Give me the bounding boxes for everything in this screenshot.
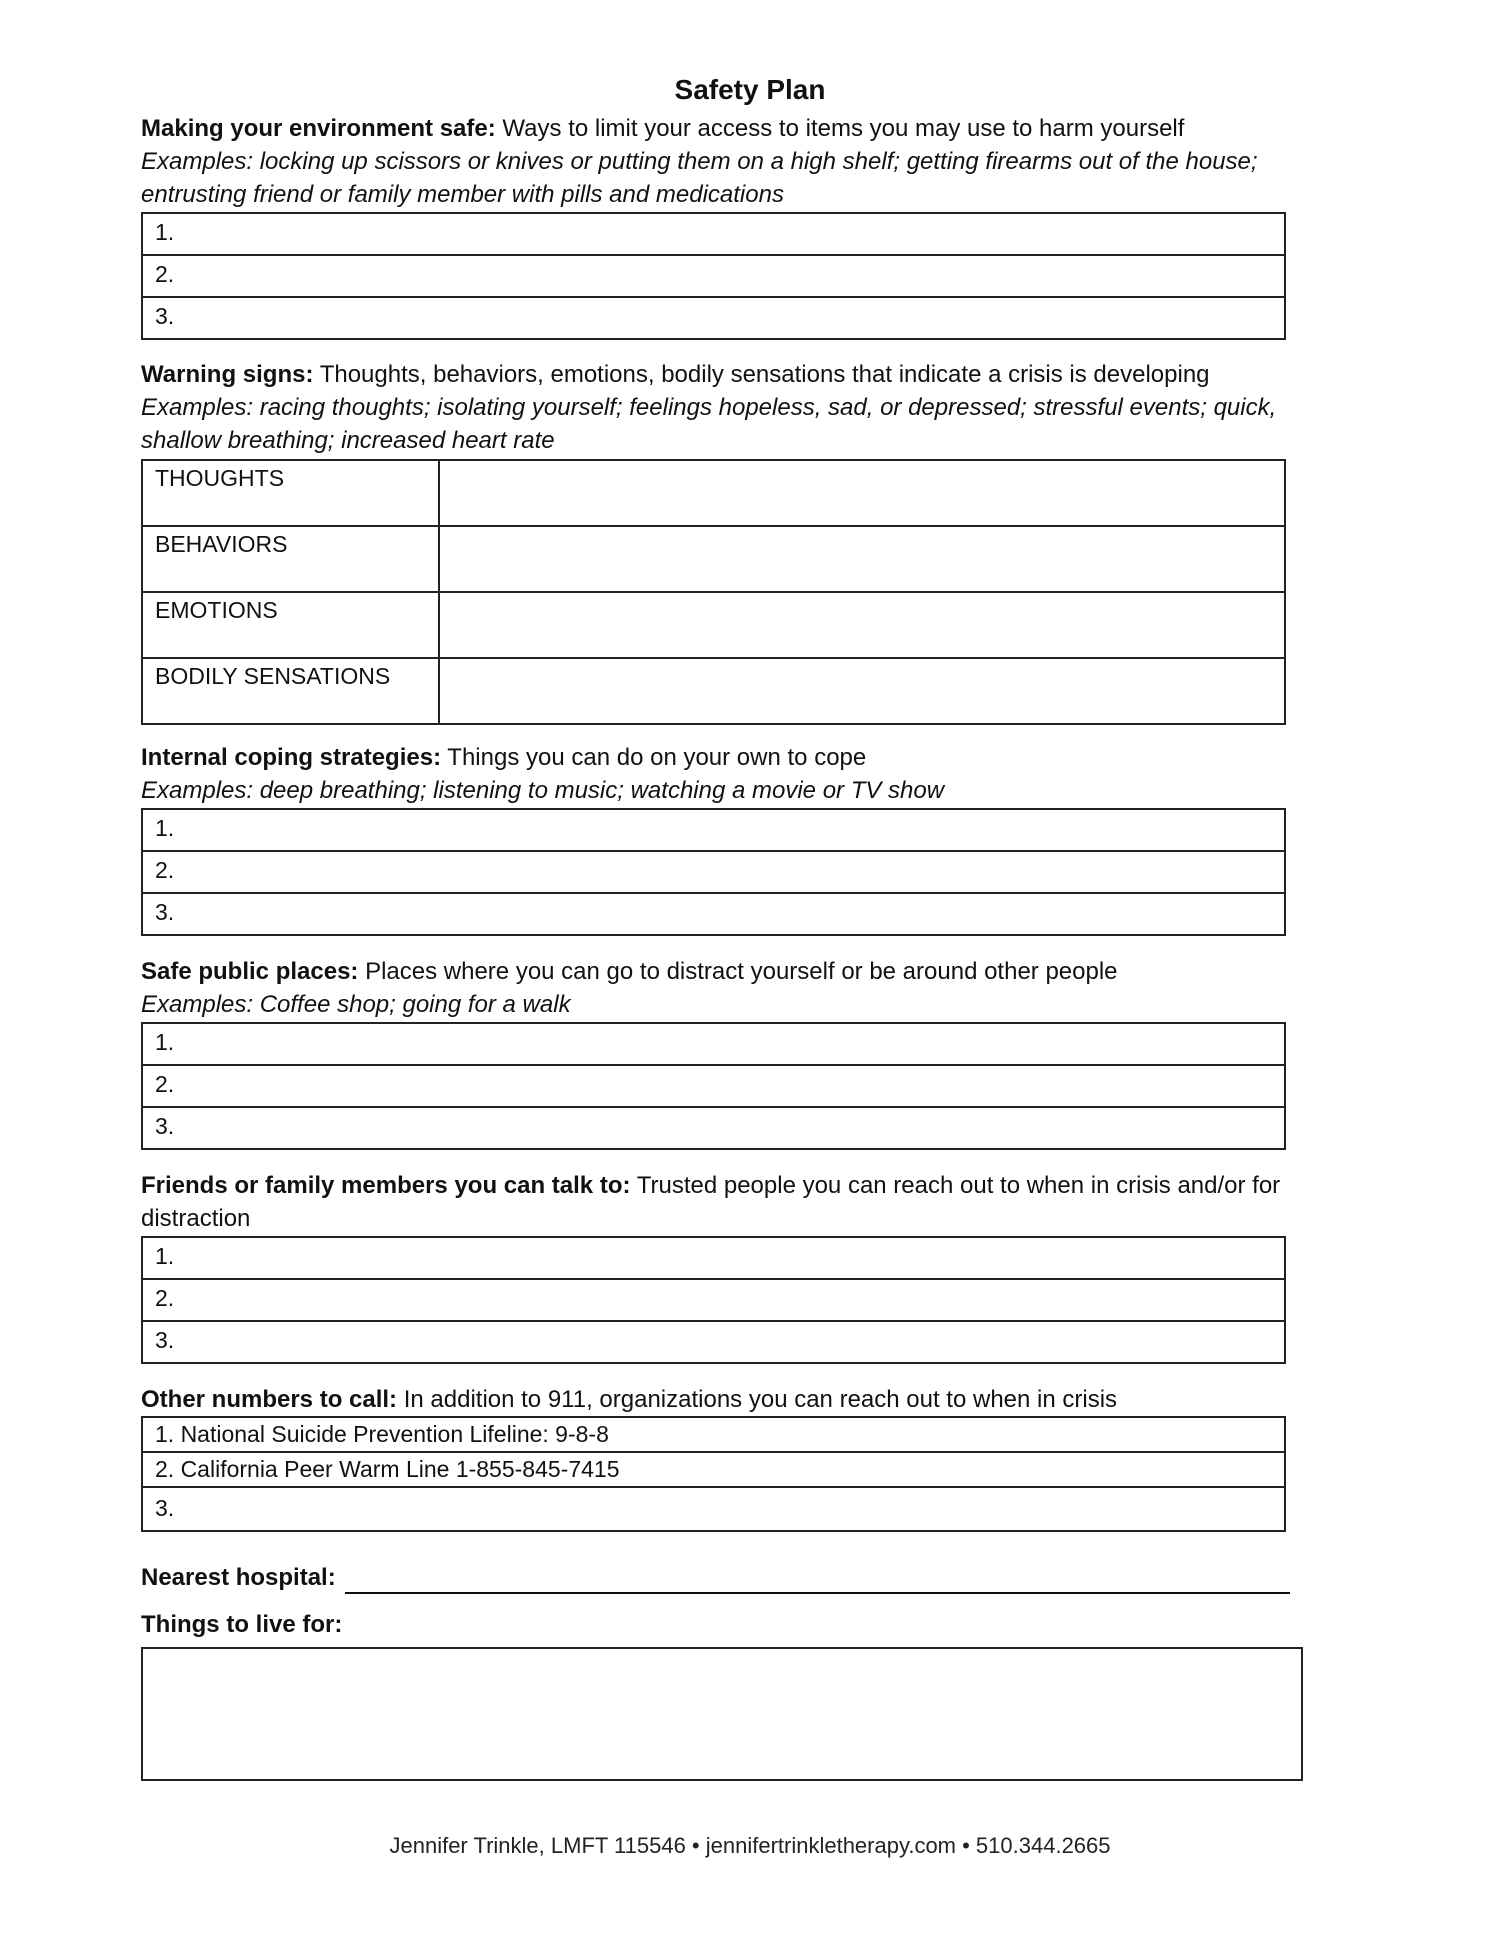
coping-row-2[interactable]: 2. [142,851,1285,893]
warning-heading: Warning signs: [141,361,314,388]
warning-label-behaviors: BEHAVIORS [142,526,439,592]
places-heading: Safe public places: [141,958,359,985]
numbers-row-3[interactable]: 3. [142,1487,1285,1531]
warning-label-emotions: EMOTIONS [142,592,439,658]
friends-description: Trusted people you can reach out to when in crisis and/or for distraction [141,1172,1281,1232]
warning-description: Thoughts, behaviors, emotions, bodily sensations that indicate a crisis is developing [313,361,1210,388]
places-row-2[interactable]: 2. [142,1065,1285,1107]
coping-description: Things you can do on your own to cope [441,744,867,771]
environment-row-1[interactable]: 1. [142,213,1285,255]
warning-signs-table [141,459,1286,725]
coping-table [141,808,1286,936]
environment-examples: Examples: locking up scissors or knives or putting them on a high shelf; getting firearms out of the house; entrusting friend or family member with pills and medications [141,148,1258,208]
coping-section-intro [141,741,1331,807]
places-row-3[interactable]: 3. [142,1107,1285,1149]
numbers-section-intro [141,1383,1331,1416]
environment-row-2[interactable]: 2. [142,255,1285,297]
nearest-hospital-field[interactable] [345,1592,1290,1594]
places-row-1[interactable]: 1. [142,1023,1285,1065]
numbers-description: In addition to 911, organizations you can reach out to when in crisis [397,1386,1118,1413]
numbers-row-1[interactable]: 1. National Suicide Prevention Lifeline: 9-8-8 [142,1417,1285,1452]
warning-field-thoughts[interactable] [439,460,1285,526]
friends-row-2[interactable]: 2. [142,1279,1285,1321]
environment-section-intro [141,112,1331,211]
numbers-heading: Other numbers to call: [141,1386,398,1413]
footer-contact: Jennifer Trinkle, LMFT 115546 • jennifertrinkletherapy.com • 510.344.2665 [389,1833,1111,1858]
places-table [141,1022,1286,1150]
warning-label-bodily-sensations: BODILY SENSATIONS [142,658,439,724]
environment-description: Ways to limit your access to items you may use to harm yourself [495,115,1185,142]
nearest-hospital-label: Nearest hospital: [141,1564,336,1591]
places-examples: Examples: Coffee shop; going for a walk [141,991,571,1018]
coping-row-3[interactable]: 3. [142,893,1285,935]
friends-section-intro [141,1169,1331,1235]
environment-heading: Making your environment safe: [141,115,496,142]
coping-heading: Internal coping strategies: [141,744,442,771]
coping-examples: Examples: deep breathing; listening to music; watching a movie or TV show [141,777,945,804]
friends-table [141,1236,1286,1364]
warning-field-bodily-sensations[interactable] [439,658,1285,724]
things-to-live-for-label: Things to live for: [141,1611,343,1638]
places-description: Places where you can go to distract yourself or be around other people [358,958,1118,985]
warning-field-behaviors[interactable] [439,526,1285,592]
numbers-table [141,1416,1286,1532]
warning-label-thoughts: THOUGHTS [142,460,439,526]
environment-table [141,212,1286,340]
numbers-row-2[interactable]: 2. California Peer Warm Line 1-855-845-7415 [142,1452,1285,1487]
page-title: Safety Plan [674,74,826,105]
warning-field-emotions[interactable] [439,592,1285,658]
warning-section-intro [141,358,1331,457]
coping-row-1[interactable]: 1. [142,809,1285,851]
places-section-intro [141,955,1331,1021]
friends-heading: Friends or family members you can talk to: [141,1172,631,1199]
warning-examples: Examples: racing thoughts; isolating yourself; feelings hopeless, sad, or depressed; stressful events; quick, shallow breathing; increased heart rate [141,394,1277,454]
environment-row-3[interactable]: 3. [142,297,1285,339]
friends-row-1[interactable]: 1. [142,1237,1285,1279]
friends-row-3[interactable]: 3. [142,1321,1285,1363]
things-to-live-for-field[interactable] [141,1647,1303,1781]
